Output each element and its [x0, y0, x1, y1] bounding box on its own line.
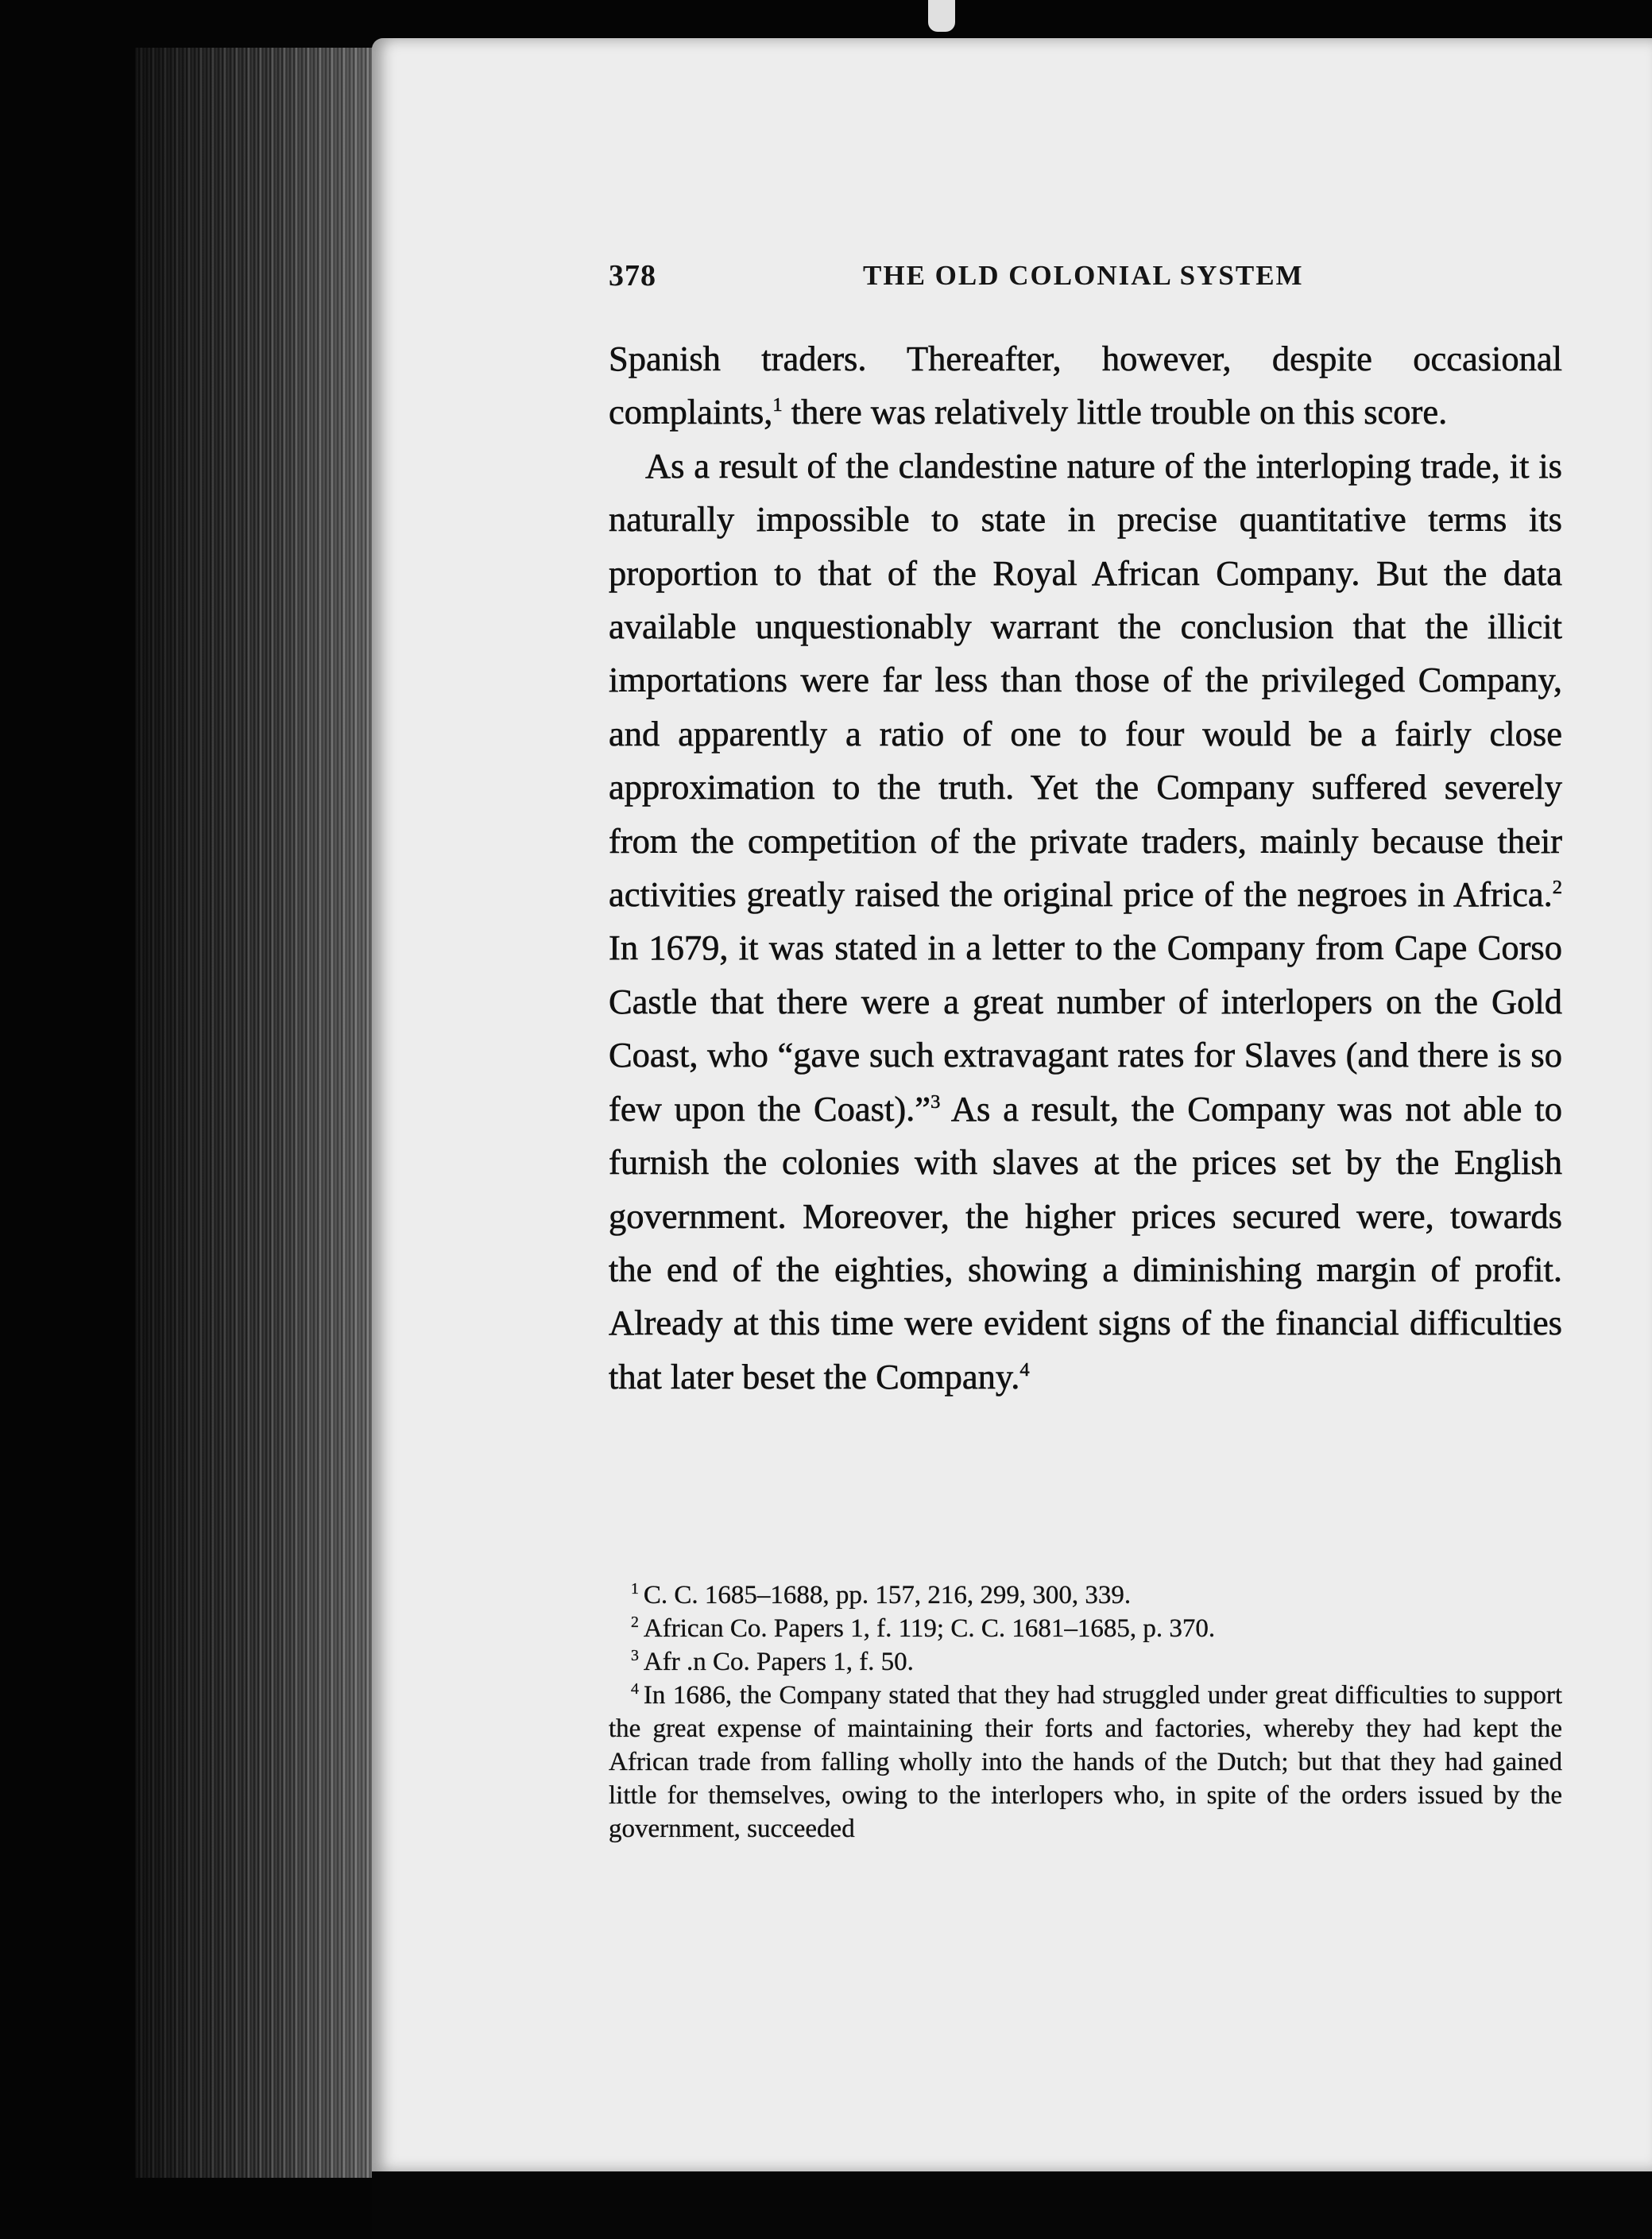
- footnotes: [609, 1579, 1562, 1846]
- paragraph-text: there was relatively little trouble on this score.: [782, 392, 1448, 432]
- paragraph-text: In 1679, it was stated in a letter to the Company from Cape Corso Castle that there were a great number of interlopers on the Gold Coast, who “gave such extravagant rates for Slaves (and there is so few upon the Coast).”: [609, 928, 1562, 1129]
- paragraph: [609, 332, 1562, 440]
- book-page-edges: [135, 48, 373, 2178]
- footnote: [609, 1612, 1562, 1645]
- footnote-mark: 3: [631, 1647, 639, 1664]
- page-number: 378: [609, 259, 656, 292]
- footnote-text: Afr .n Co. Papers 1, f. 50.: [643, 1648, 914, 1676]
- footnote-ref: 1: [772, 394, 783, 416]
- footnote-text: African Co. Papers 1, f. 119; C. C. 1681–1685, p. 370.: [643, 1614, 1216, 1643]
- page-header: [609, 258, 1562, 306]
- footnote-text: C. C. 1685–1688, pp. 157, 216, 299, 300, 339.: [643, 1581, 1132, 1610]
- body-text: [609, 332, 1562, 1404]
- running-head: THE OLD COLONIAL SYSTEM: [863, 260, 1304, 291]
- footnote-ref: 4: [1019, 1358, 1030, 1381]
- footnote-mark: 4: [631, 1680, 639, 1698]
- paragraph-text: As a result, the Company was not able to furnish the colonies with slaves at the prices set by the English government. Moreover, the higher prices secured were, towards the end of the eighties, showing a diminishing margin of profit. Already at this time were evident signs of the financial difficulties that later beset the Company.: [609, 1088, 1562, 1396]
- footnote-text: In 1686, the Company stated that they had struggled under great difficulties to support the great expense of maintaining their forts and factories, whereby they had kept the African trade from falling wholly into the hands of the Dutch; but that they had gained little for themselves, owing to the interlopers who, in spite of the orders issued by the government, succeeded: [609, 1681, 1562, 1843]
- scan-bottom-edge: [372, 2171, 1652, 2239]
- footnote: [609, 1645, 1562, 1679]
- footnote-mark: 2: [631, 1613, 639, 1631]
- footnote-mark: 1: [631, 1580, 639, 1598]
- footnote-ref: 3: [930, 1090, 941, 1113]
- footnote: [609, 1579, 1562, 1612]
- footnote: [609, 1679, 1562, 1846]
- paragraph: [609, 440, 1562, 1404]
- paragraph-text: As a result of the clandestine nature of the interloping trade, it is naturally impossible to state in precise quantitative terms its proportion to that of the Royal African Company. But the data available unquestionably warrant the conclusion that the illicit importations were far less than those of the privileged Company, and apparently a ratio of one to four would be a fairly close approximation to the truth. Yet the Company suffered severely from the competition of the private traders, mainly because their activities greatly raised the original price of the negroes in Africa.: [609, 445, 1562, 915]
- page-tab-mark: [928, 0, 955, 32]
- footnote-ref: 2: [1552, 877, 1562, 899]
- paragraph-text: Spanish traders. Thereafter, however, despite occasional complaints,: [609, 339, 1562, 432]
